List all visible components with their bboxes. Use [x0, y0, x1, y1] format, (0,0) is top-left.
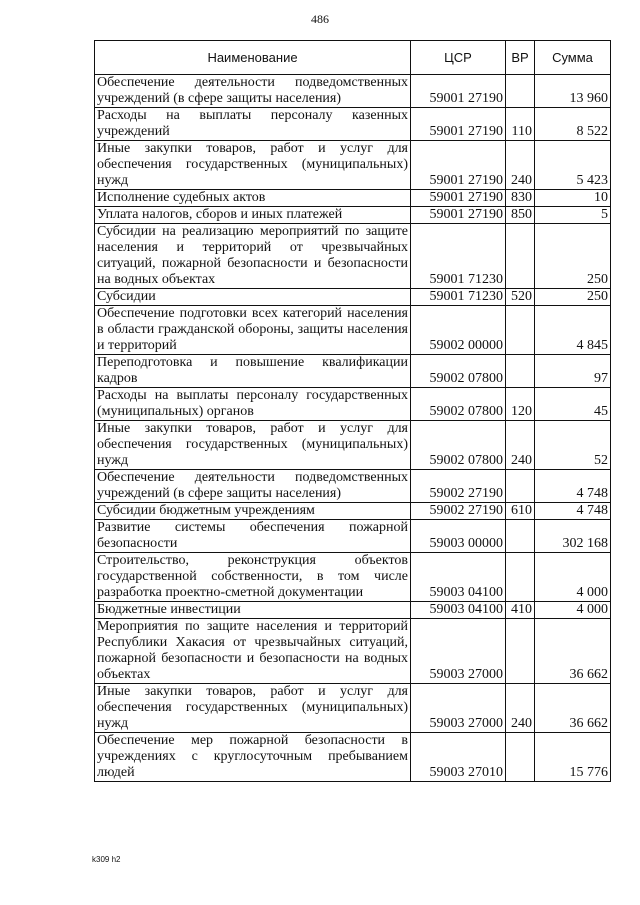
header-name: Наименование — [95, 41, 411, 75]
cell-csr: 59002 27190 — [411, 503, 506, 520]
table-row — [95, 733, 611, 782]
cell-csr: 59003 04100 — [411, 602, 506, 619]
table-row — [95, 190, 611, 207]
cell-sum: 4 845 — [535, 306, 611, 355]
cell-sum: 36 662 — [535, 619, 611, 684]
cell-vr: 830 — [506, 190, 535, 207]
cell-name: Переподготовка и повышение квалификации кадров — [95, 355, 411, 388]
cell-name: Развитие системы обеспечения пожарной безопасности — [95, 520, 411, 553]
cell-vr: 240 — [506, 141, 535, 190]
cell-name: Субсидии бюджетным учреждениям — [95, 503, 411, 520]
cell-vr: 520 — [506, 289, 535, 306]
cell-vr — [506, 733, 535, 782]
table-row — [95, 553, 611, 602]
table-header-row — [95, 41, 611, 75]
cell-sum: 5 423 — [535, 141, 611, 190]
cell-sum: 10 — [535, 190, 611, 207]
cell-csr: 59003 04100 — [411, 553, 506, 602]
cell-sum: 250 — [535, 224, 611, 289]
cell-vr: 110 — [506, 108, 535, 141]
cell-name: Иные закупки товаров, работ и услуг для обеспечения государственных (муниципальных) нужд — [95, 141, 411, 190]
cell-vr — [506, 520, 535, 553]
cell-name: Обеспечение деятельности подведомственных учреждений (в сфере защиты населения) — [95, 470, 411, 503]
cell-csr: 59001 27190 — [411, 75, 506, 108]
cell-name: Мероприятия по защите населения и территорий Республики Хакасия от чрезвычайных ситуаций, пожарной безопасности и безопасности на водных объектах — [95, 619, 411, 684]
table-row — [95, 520, 611, 553]
cell-csr: 59001 27190 — [411, 190, 506, 207]
cell-name: Расходы на выплаты персоналу казенных учреждений — [95, 108, 411, 141]
page-number: 486 — [311, 12, 329, 26]
cell-vr: 120 — [506, 388, 535, 421]
cell-vr: 850 — [506, 207, 535, 224]
cell-csr: 59002 07800 — [411, 421, 506, 470]
table-row — [95, 684, 611, 733]
table-row — [95, 75, 611, 108]
cell-vr — [506, 75, 535, 108]
cell-name: Субсидии на реализацию мероприятий по защите населения и территорий от чрезвычайных ситуаций, пожарной безопасности и безопасности на водных объектах — [95, 224, 411, 289]
cell-name: Обеспечение деятельности подведомственных учреждений (в сфере защиты населения) — [95, 75, 411, 108]
cell-name: Исполнение судебных актов — [95, 190, 411, 207]
cell-csr: 59001 27190 — [411, 207, 506, 224]
table-row — [95, 207, 611, 224]
table-row — [95, 141, 611, 190]
cell-sum: 4 000 — [535, 553, 611, 602]
table-row — [95, 388, 611, 421]
budget-table-container — [94, 40, 610, 782]
cell-vr — [506, 553, 535, 602]
header-vr: ВР — [506, 41, 535, 75]
table-row — [95, 108, 611, 141]
footer-code: k309 h2 — [92, 855, 121, 864]
cell-sum: 250 — [535, 289, 611, 306]
cell-name: Уплата налогов, сборов и иных платежей — [95, 207, 411, 224]
cell-vr — [506, 224, 535, 289]
table-row — [95, 289, 611, 306]
cell-vr — [506, 306, 535, 355]
cell-sum: 15 776 — [535, 733, 611, 782]
cell-csr: 59003 27000 — [411, 684, 506, 733]
cell-sum: 8 522 — [535, 108, 611, 141]
cell-sum: 302 168 — [535, 520, 611, 553]
header-csr: ЦСР — [411, 41, 506, 75]
cell-csr: 59003 27000 — [411, 619, 506, 684]
cell-csr: 59003 27010 — [411, 733, 506, 782]
cell-name: Строительство, реконструкция объектов государственной собственности, в том числе разработка проектно-сметной документации — [95, 553, 411, 602]
cell-csr: 59001 71230 — [411, 289, 506, 306]
cell-sum: 97 — [535, 355, 611, 388]
cell-sum: 4 000 — [535, 602, 611, 619]
cell-vr: 410 — [506, 602, 535, 619]
cell-name: Обеспечение мер пожарной безопасности в учреждениях с круглосуточным пребыванием людей — [95, 733, 411, 782]
cell-vr: 610 — [506, 503, 535, 520]
header-sum: Сумма — [535, 41, 611, 75]
table-row — [95, 224, 611, 289]
cell-csr: 59002 07800 — [411, 355, 506, 388]
cell-name: Расходы на выплаты персоналу государственных (муниципальных) органов — [95, 388, 411, 421]
cell-csr: 59002 27190 — [411, 470, 506, 503]
cell-vr — [506, 470, 535, 503]
cell-name: Субсидии — [95, 289, 411, 306]
table-row — [95, 602, 611, 619]
cell-sum: 52 — [535, 421, 611, 470]
cell-vr: 240 — [506, 684, 535, 733]
cell-name: Иные закупки товаров, работ и услуг для обеспечения государственных (муниципальных) нужд — [95, 421, 411, 470]
cell-sum: 13 960 — [535, 75, 611, 108]
cell-vr — [506, 355, 535, 388]
table-body — [95, 75, 611, 782]
cell-sum: 45 — [535, 388, 611, 421]
cell-sum: 36 662 — [535, 684, 611, 733]
budget-table — [94, 40, 611, 782]
table-row — [95, 503, 611, 520]
cell-csr: 59001 27190 — [411, 141, 506, 190]
table-row — [95, 470, 611, 503]
cell-vr — [506, 619, 535, 684]
table-row — [95, 355, 611, 388]
table-row — [95, 619, 611, 684]
cell-csr: 59001 27190 — [411, 108, 506, 141]
cell-sum: 4 748 — [535, 470, 611, 503]
cell-csr: 59003 00000 — [411, 520, 506, 553]
table-row — [95, 421, 611, 470]
cell-sum: 4 748 — [535, 503, 611, 520]
cell-name: Бюджетные инвестиции — [95, 602, 411, 619]
cell-name: Обеспечение подготовки всех категорий населения в области гражданской обороны, защиты населения и территорий — [95, 306, 411, 355]
cell-name: Иные закупки товаров, работ и услуг для обеспечения государственных (муниципальных) нужд — [95, 684, 411, 733]
table-row — [95, 306, 611, 355]
cell-csr: 59002 00000 — [411, 306, 506, 355]
cell-csr: 59002 07800 — [411, 388, 506, 421]
cell-vr: 240 — [506, 421, 535, 470]
cell-sum: 5 — [535, 207, 611, 224]
cell-csr: 59001 71230 — [411, 224, 506, 289]
